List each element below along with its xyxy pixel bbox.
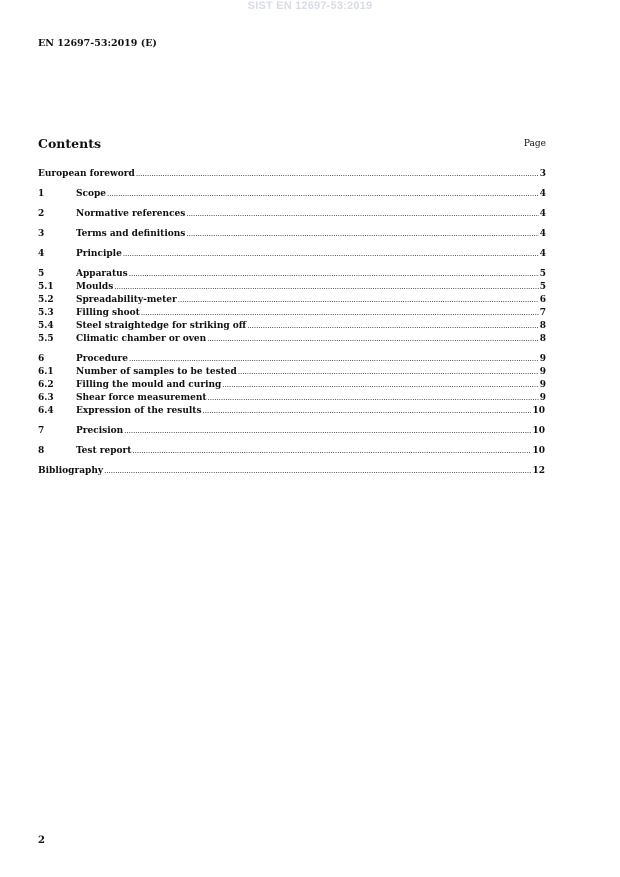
dot-leader (247, 322, 539, 330)
toc-entry-page: 9 (539, 393, 546, 403)
contents-heading: Contents (38, 136, 102, 151)
toc-entry-procedure[interactable] (38, 354, 546, 365)
toc-entry-page: 8 (539, 321, 546, 331)
toc-entry-title: Procedure (76, 354, 129, 364)
toc-entry-number: 6.4 (38, 406, 54, 416)
dot-leader (203, 407, 532, 415)
toc-entry-title: Shear force measurement (76, 393, 207, 403)
toc-entry-number: 2 (38, 209, 45, 219)
dot-leader (107, 190, 539, 198)
toc-entry-steel-straightedge[interactable] (38, 321, 546, 332)
dot-leader (207, 335, 539, 343)
toc-entry-title: Scope (76, 189, 107, 199)
toc-entry-number: 8 (38, 446, 45, 456)
toc-entry-title: Filling the mould and curing (76, 380, 222, 390)
toc-entry-terms-definitions[interactable] (38, 229, 546, 240)
dot-leader (186, 210, 538, 218)
toc-entry-page: 8 (539, 334, 546, 344)
dot-leader (123, 250, 539, 258)
toc-entry-title: Spreadability-meter (76, 295, 177, 305)
toc-entry-title: Climatic chamber or oven (76, 334, 207, 344)
toc-entry-page: 9 (539, 354, 546, 364)
dot-leader (124, 427, 531, 435)
toc-entry-number: 1 (38, 189, 45, 199)
toc-entry-page: 4 (539, 209, 546, 219)
dot-leader (222, 381, 538, 389)
toc-entry-title: Principle (76, 249, 122, 259)
toc-entry-title: Number of samples to be tested (76, 367, 237, 377)
toc-entry-page: 4 (539, 229, 546, 239)
toc-entry-number: 7 (38, 426, 45, 436)
toc-entry-test-report[interactable] (38, 446, 545, 457)
toc-entry-moulds[interactable] (38, 282, 546, 293)
toc-entry-filling-mould[interactable] (38, 380, 546, 391)
watermark: SIST EN 12697-53:2019 (247, 0, 373, 12)
toc-entry-title: Terms and definitions (76, 229, 186, 239)
toc-entry-number: 5.4 (38, 321, 54, 331)
toc-entry-title: European foreword (38, 169, 135, 179)
dot-leader (114, 283, 538, 291)
dot-leader (141, 309, 539, 317)
toc-entry-number: 5.5 (38, 334, 54, 344)
toc-entry-bibliography[interactable] (38, 466, 545, 477)
toc-entry-page: 10 (532, 426, 545, 436)
toc-entry-page: 4 (539, 249, 546, 259)
dot-leader (129, 355, 539, 363)
toc-entry-page: 12 (532, 466, 545, 476)
toc-entry-title: Normative references (76, 209, 186, 219)
toc-entry-page: 10 (532, 446, 545, 456)
toc-entry-number: 6.3 (38, 393, 54, 403)
toc-entry-number: 5 (38, 269, 45, 279)
toc-entry-page: 6 (539, 295, 546, 305)
dot-leader (132, 447, 531, 455)
toc-entry-title: Apparatus (76, 269, 128, 279)
toc-entry-foreword[interactable] (38, 169, 546, 180)
dot-leader (186, 230, 538, 238)
page-column-label: Page (523, 139, 546, 149)
toc-entry-number: 3 (38, 229, 45, 239)
toc-entry-page: 7 (539, 308, 546, 318)
toc-entry-page: 9 (539, 380, 546, 390)
toc-entry-page: 5 (539, 269, 546, 279)
toc-entry-expression-of-results[interactable] (38, 406, 545, 417)
toc-entry-page: 10 (532, 406, 545, 416)
dot-leader (238, 368, 539, 376)
document-id: EN 12697-53:2019 (E) (38, 38, 157, 49)
toc-entry-number: 6.2 (38, 380, 54, 390)
toc-entry-title: Filling shoot (76, 308, 140, 318)
toc-entry-climatic-chamber[interactable] (38, 334, 546, 345)
toc-entry-number-of-samples[interactable] (38, 367, 546, 378)
toc-entry-page: 9 (539, 367, 546, 377)
toc-entry-number: 4 (38, 249, 45, 259)
toc-entry-apparatus[interactable] (38, 269, 546, 280)
toc-entry-scope[interactable] (38, 189, 546, 200)
toc-entry-normative-references[interactable] (38, 209, 546, 220)
toc-entry-shear-force[interactable] (38, 393, 546, 404)
toc-entry-title: Precision (76, 426, 124, 436)
toc-entry-principle[interactable] (38, 249, 546, 260)
toc-entry-number: 5.1 (38, 282, 54, 292)
dot-leader (208, 394, 539, 402)
toc-entry-number: 6 (38, 354, 45, 364)
toc-entry-number: 5.3 (38, 308, 54, 318)
toc-entry-filling-shoot[interactable] (38, 308, 546, 319)
toc-entry-title: Steel straightedge for striking off (76, 321, 247, 331)
toc-entry-title: Expression of the results (76, 406, 202, 416)
toc-entry-title: Bibliography (38, 466, 104, 476)
toc-entry-spreadability-meter[interactable] (38, 295, 546, 306)
toc-entry-number: 6.1 (38, 367, 54, 377)
toc-entry-precision[interactable] (38, 426, 545, 437)
toc-entry-title: Moulds (76, 282, 114, 292)
dot-leader (104, 467, 531, 475)
toc-entry-number: 5.2 (38, 295, 54, 305)
toc-entry-title: Test report (76, 446, 132, 456)
toc-entry-page: 4 (539, 189, 546, 199)
dot-leader (136, 170, 539, 178)
dot-leader (178, 296, 539, 304)
dot-leader (129, 270, 539, 278)
page-number: 2 (38, 835, 45, 846)
toc-entry-page: 5 (539, 282, 546, 292)
toc-entry-page: 3 (539, 169, 546, 179)
